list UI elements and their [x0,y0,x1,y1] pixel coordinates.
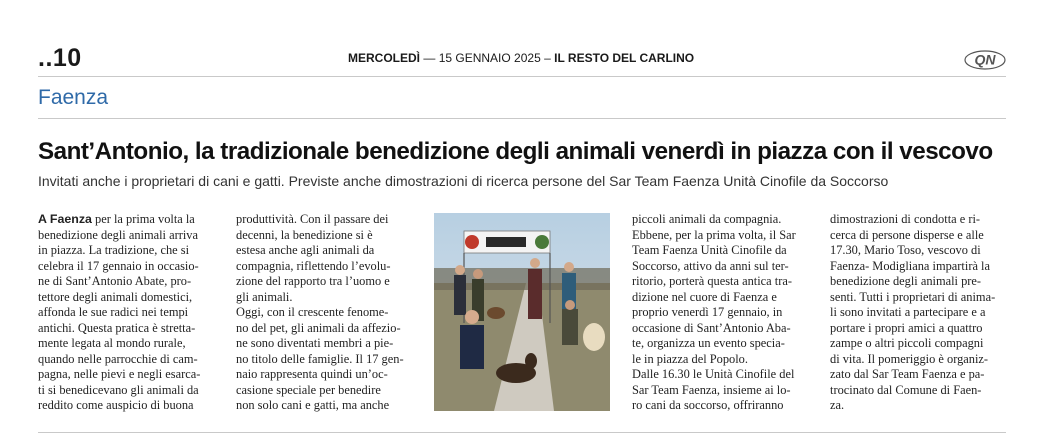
column-line: benedizione degli animali arriva [38,227,198,242]
photo-banner-emblem-right [535,235,549,249]
article-column-4 [830,212,995,414]
column-line: produttività. Con il passare dei [236,212,389,226]
column-line: di vita. Il pomeriggio è organiz- [830,351,989,366]
column-line: ne sono diventati membri a pie- [236,336,394,350]
column-line: Team Faenza Unità Cinofile da [632,243,787,257]
masthead-newspaper-name: IL RESTO DEL CARLINO [554,51,695,65]
column-line: estesa anche agli animali da [236,243,375,257]
column-line: benedizione degli animali pre- [830,274,982,288]
column-line: Sar Team Faenza, insieme ai lo- [632,382,791,397]
column-line: celebra il 17 gennaio in occasio- [38,258,199,273]
column-line: ro cani da soccorso, offriranno [632,398,784,412]
article-column-1 [38,212,200,414]
article-headline: Sant’Antonio, la tradizionale benedizione degli animali venerdì in piazza con il vescovo [38,138,993,165]
column-line: piccoli animali da compagnia. [632,212,782,226]
column-line: decenni, la benedizione si è [236,227,373,242]
column-line: no del pet, gli animali da affezio- [236,320,401,335]
masthead-weekday: MERCOLEDÌ [348,51,420,65]
column-line: occasione di Sant’Antonio Aba- [632,320,791,335]
column-line: zione del rapporto tra l’uomo e [236,274,390,288]
masthead-date: 15 GENNAIO 2025 [438,51,541,65]
article-photo [434,213,610,411]
column-line: compagnia, riflettendo l’evolu- [236,258,391,273]
masthead-separator-en-dash: – [544,51,551,65]
article-column-3 [632,212,796,414]
article-subheadline: Invitati anche i proprietari di cani e gatti. Previste anche dimostrazioni di ricerca persone del Sar Team Faenza Unità Cinofile da Soccorso [38,173,889,189]
column-line: quando nelle parrocchie di cam- [38,351,198,366]
column-line: reddito come auspicio di buona [38,398,194,412]
column-line: 17.30, Mario Toso, vescovo di [830,243,981,257]
column-line: affonda le sue radici nei tempi [38,305,189,319]
column-line: naio rappresenta quindi un’oc- [236,367,388,381]
column-line: Ebbene, per la prima volta, il Sar [632,227,796,242]
article-column-2 [236,212,404,414]
column-line: non solo cani e gatti, ma anche [236,398,390,412]
column-line: casione speciale per benedire [236,382,381,397]
column-line: Oggi, con il crescente fenome- [236,305,389,319]
column-line: in piazza. La tradizione, che si [38,243,190,257]
column-line: ritorio, porterà questa antica tra- [632,274,792,288]
column-line: le in piazza del Popolo. [632,351,748,366]
column-line: zato dal Sar Team Faenza e pa- [830,367,985,381]
masthead-rule [38,76,1006,77]
section-title: Faenza [38,86,109,109]
column-line: antichi. Questa pratica è stretta- [38,320,196,335]
section-rule [38,118,1006,119]
masthead-line [348,51,694,65]
column-line: te, organizza un evento specia- [632,336,785,350]
column-line: no titolo delle famiglie. Il 17 gen- [236,351,404,366]
column-line: pagna, nelle pievi e negli esarca- [38,367,201,381]
column-line: gli animali. [236,289,293,304]
photo-banner-emblem-left [465,235,479,249]
column-line: tettore degli animali domestici, [38,289,193,304]
column-line: senti. Tutti i proprietari di anima- [830,289,996,304]
column-line: mente legata al mondo rurale, [38,336,186,350]
page-number: ..10 [38,44,82,72]
column-line: proprio venerdì 17 gennaio, in [632,305,783,319]
column-line: za. [830,398,845,412]
column-line [38,212,200,228]
column-line: li sono invitati a partecipare e a [830,305,986,319]
column-line: Dalle 16.30 le Unità Cinofile del [632,367,795,381]
column-line: Faenza- Modigliana impartirà la [830,258,990,273]
page-bottom-rule [38,432,1006,433]
article-lead-location: A Faenza [38,212,92,226]
column-line: cerca di persone disperse e alle [830,227,984,242]
column-line: portare i propri amici a quattro [830,320,983,335]
column-line: trocinato dal Comune di Faen- [830,382,982,397]
masthead-separator-dash: — [423,51,436,65]
column-line: dizione nel cuore di Faenza e [632,289,777,304]
column-line: Soccorso, attivo da anni sul ter- [632,258,789,273]
column-line: ti si benedicevano gli animali da [38,382,199,397]
qn-logo-text: QN [974,51,996,68]
column-line: zampe o altri piccoli compagni [830,336,984,350]
column-line-text: per la prima volta la [91,212,195,226]
photo-banner-graphic [486,237,526,247]
column-line: ne di Sant’Antonio Abate, pro- [38,274,192,288]
qn-logo [964,50,1006,70]
column-line: dimostrazioni di condotta e ri- [830,212,981,226]
